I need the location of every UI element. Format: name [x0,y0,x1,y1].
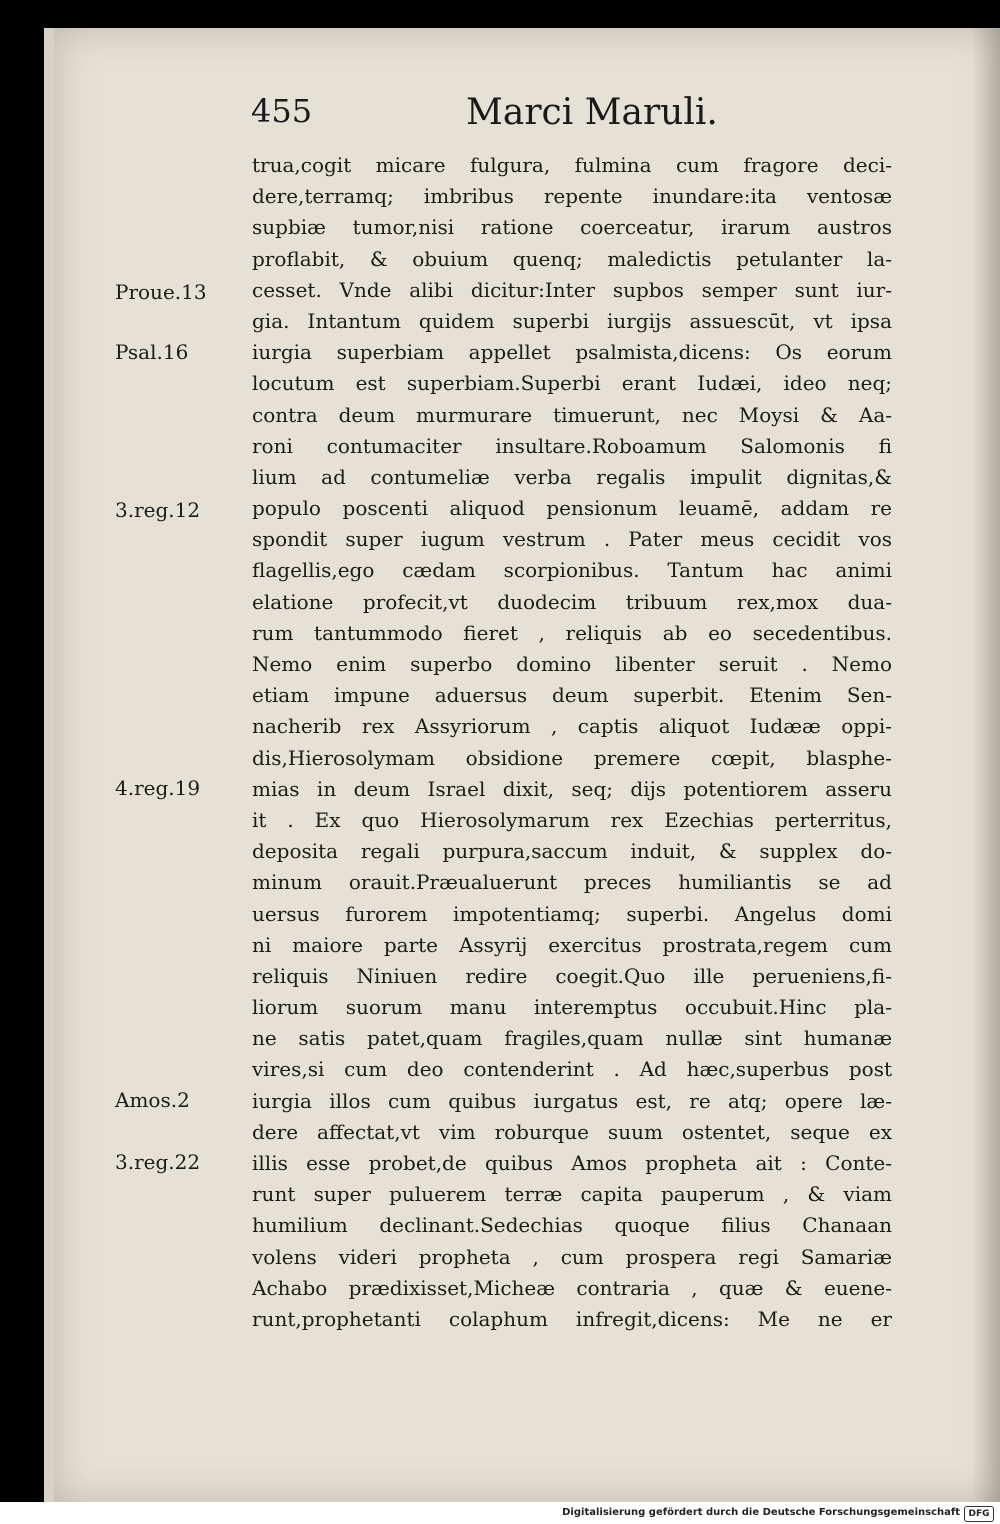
text-line: minum orauit.Præualuerunt preces humiliantis se ad [252,870,892,895]
page-number: 455 [251,92,313,130]
text-line: ne satis patet,quam fragiles,quam nullæ sint humanæ [252,1026,892,1051]
text-line: nacherib rex Assyriorum , captis aliquot Iudææ oppi- [252,714,892,739]
running-head [0,92,1000,142]
text-line: volens videri propheta , cum prospera regi Samariæ [252,1244,892,1269]
text-line: illis esse probet,de quibus Amos propheta ait : Conte- [252,1151,892,1175]
text-line: Nemo enim superbo domino libenter seruit . Nemo [252,652,892,676]
text-line: mias in deum Israel dixit, seq; dijs potentiorem asseru [252,776,892,801]
text-line: reliquis Niniuen redire coegit.Quo ille perueniens,fi- [252,963,892,988]
text-line: spondit super iugum vestrum . Pater meus cecidit vos [252,527,892,552]
footer-bar [0,1502,1000,1524]
text-line: lium ad contumeliæ verba regalis impulit dignitas,& [252,464,892,489]
text-line: trua,cogit micare fulgura, fulmina cum fragore deci- [252,153,892,177]
text-line: contra deum murmurare timuerunt, nec Moysi & Aa- [252,402,892,427]
text-line: deposita regali purpura,saccum induit, & supplex do- [252,839,892,864]
text-line: flagellis,ego cædam scorpionibus. Tantum hac animi [252,558,892,583]
marginal-note: Amos.2 [115,1088,190,1112]
text-line: roni contumaciter insultare.Roboamum Salomonis fi [252,433,892,458]
marginal-note: 4.reg.19 [115,776,201,800]
dfg-logo: DFG [964,1506,994,1522]
text-line: iurgia superbiam appellet psalmista,dicens: Os eorum [252,340,892,365]
text-line: it . Ex quo Hierosolymarum rex Ezechias perterritus, [252,807,892,832]
text-line: humilium declinant.Sedechias quoque filius Chanaan [252,1213,892,1238]
text-line: cesset. Vnde alibi dicitur:Inter supbos semper sunt iur- [252,277,892,302]
text-line: etiam impune aduersus deum superbit. Etenim Sen- [252,683,892,708]
text-line: populo poscenti aliquod pensionum leuamē, addam re [252,496,892,521]
funding-credit: Digitalisierung gefördert durch die Deutsche Forschungsgemeinschaft [562,1507,960,1518]
text-line: dere,terramq; imbribus repente inundare:ita ventosæ [252,184,892,209]
text-line: rum tantummodo fieret , reliquis ab eo secedentibus. [252,620,892,645]
text-line: elatione profecit,vt duodecim tribuum rex,mox dua- [252,589,892,614]
marginal-note: Prouе.13 [115,280,207,304]
text-line: runt,prophetanti colaphum infregit,dicens: Me ne er [252,1306,892,1331]
marginal-note: Psal.16 [115,340,189,364]
page-edge-shadow [972,28,1000,1502]
page-title: Marci Maruli. [466,92,718,133]
text-line: proflabit, & obuium quenq; maledictis petulanter la- [252,246,892,271]
main-text [252,150,892,1335]
text-line: uersus furorem impotentiamq; superbi. Angelus domi [252,901,892,926]
marginal-note: 3.reg.22 [115,1150,201,1174]
text-line: liorum suorum manu interemptus occubuit.Hinc pla- [252,995,892,1020]
text-line: vires,si cum deo contenderint . Ad hæc,superbus post [252,1057,892,1082]
text-line: gia. Intantum quidem superbi iurgijs assuescūt, vt ipsa [252,308,892,333]
text-line: locutum est superbiam.Superbi erant Iudæi, ideo neq; [252,371,892,396]
text-line: dere affectat,vt vim roburque suum ostentet, seque ex [252,1119,892,1144]
text-line: iurgia illos cum quibus iurgatus est, re atq; opere læ- [252,1088,892,1113]
text-line: ni maiore parte Assyrij exercitus prostrata,regem cum [252,932,892,957]
marginal-note: 3.reg.12 [115,498,201,522]
text-line: runt super puluerem terræ capita pauperum , & viam [252,1182,892,1207]
text-line: supbiæ tumor,nisi ratione coerceatur, irarum austros [252,215,892,240]
text-line: dis,Hierosolymam obsidione premere cœpit, blasphe- [252,745,892,770]
text-line: Achabo prædixisset,Micheæ contraria , quæ & euene- [252,1275,892,1300]
